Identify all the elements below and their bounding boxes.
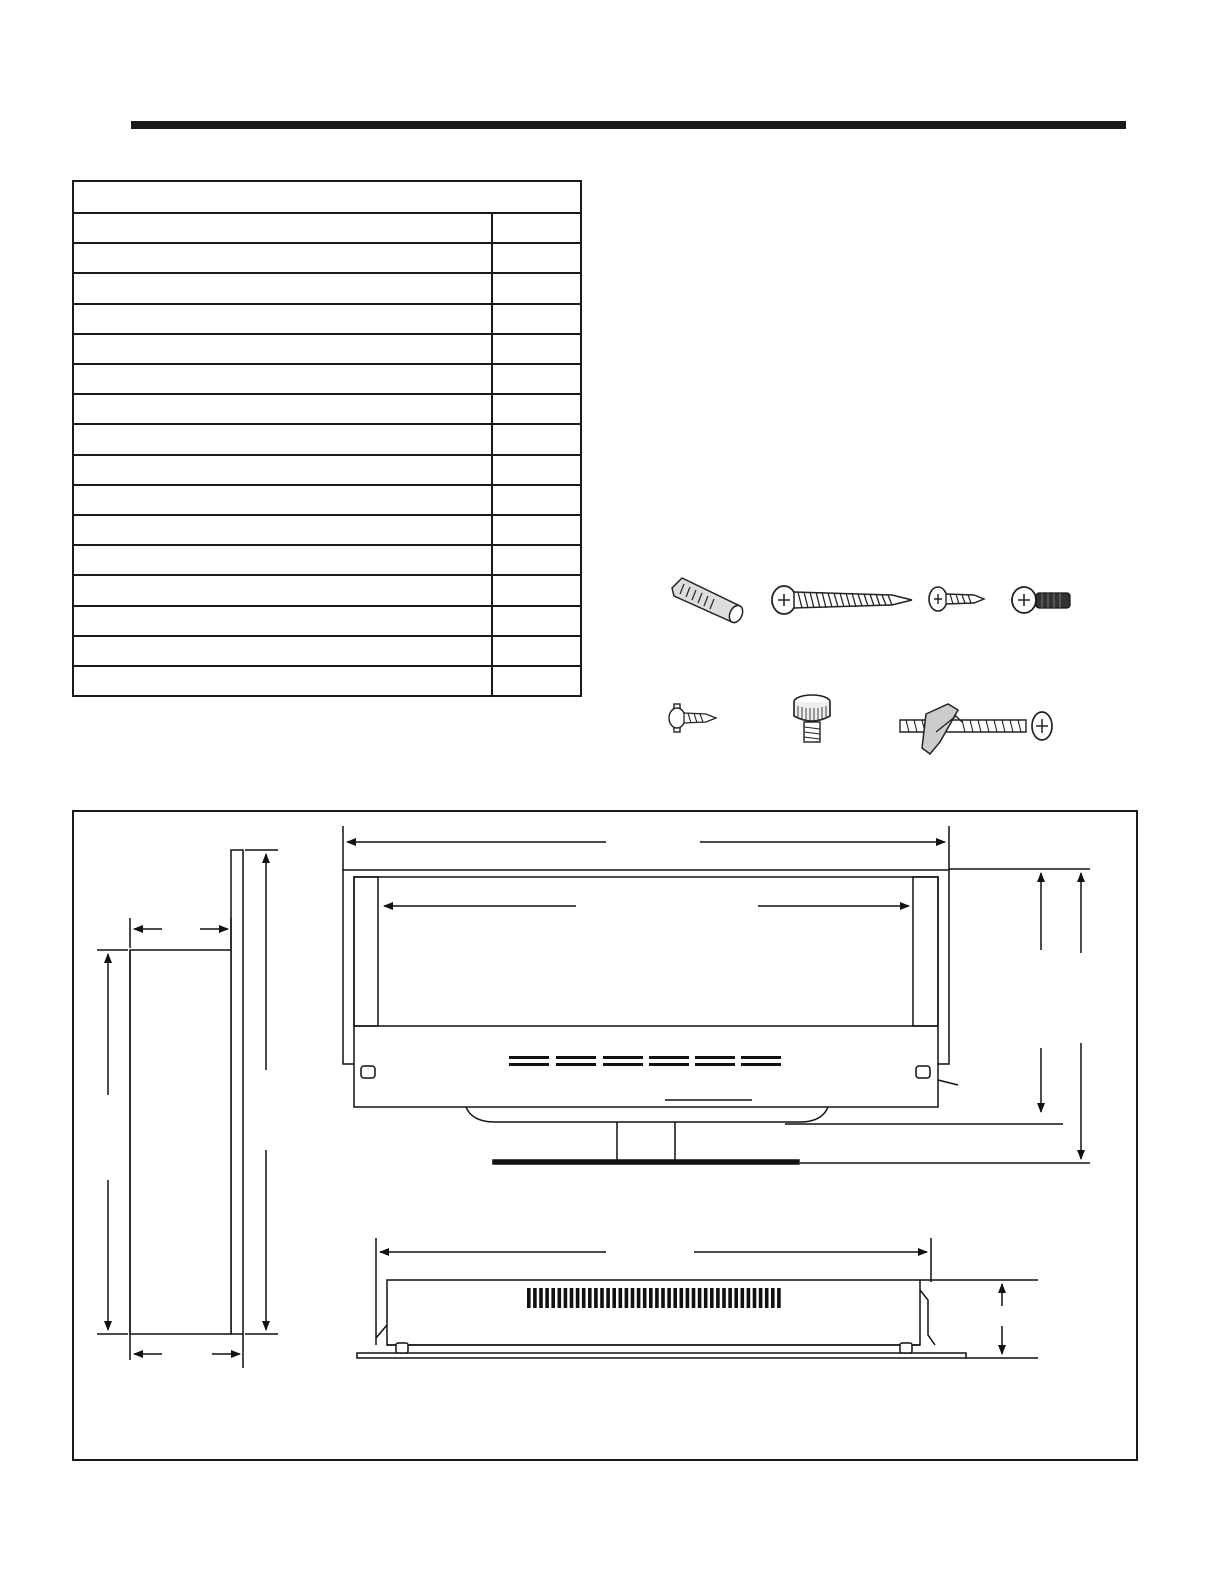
qty-column-divider	[491, 456, 493, 484]
qty-column-divider	[491, 214, 493, 242]
qty-column-divider	[491, 365, 493, 393]
parts-table-row	[74, 244, 580, 274]
parts-table-row	[74, 335, 580, 365]
wall-anchor-icon	[672, 578, 745, 625]
parts-table-row	[74, 516, 580, 546]
qty-column-divider	[491, 486, 493, 514]
parts-table-row	[74, 274, 580, 304]
thumb-screw-icon	[794, 695, 830, 742]
qty-column-divider	[491, 244, 493, 272]
dimension-drawings-frame	[72, 810, 1138, 1461]
qty-column-divider	[491, 576, 493, 604]
long-wood-screw-icon	[772, 586, 912, 614]
qty-column-divider	[491, 425, 493, 453]
header-rule	[131, 121, 1126, 129]
parts-table	[72, 180, 582, 697]
qty-column-divider	[491, 667, 493, 697]
qty-column-divider	[491, 274, 493, 302]
qty-column-divider	[491, 516, 493, 544]
parts-table-row	[74, 546, 580, 576]
parts-table-row	[74, 486, 580, 516]
small-washer-screw-icon	[669, 704, 716, 732]
parts-table-heading	[74, 182, 580, 214]
parts-table-row	[74, 214, 580, 244]
qty-column-divider	[491, 607, 493, 635]
toggle-bolt-icon	[900, 704, 1052, 754]
qty-column-divider	[491, 546, 493, 574]
parts-table-row	[74, 365, 580, 395]
parts-table-row	[74, 395, 580, 425]
parts-table-row	[74, 456, 580, 486]
machine-screw-icon	[1012, 587, 1070, 613]
parts-table-row	[74, 667, 580, 697]
short-tapping-screw-icon	[929, 587, 984, 611]
qty-column-divider	[491, 637, 493, 665]
qty-column-divider	[491, 335, 493, 363]
qty-column-divider	[491, 395, 493, 423]
parts-table-row	[74, 305, 580, 335]
parts-table-row	[74, 637, 580, 667]
qty-column-divider	[491, 305, 493, 333]
parts-table-row	[74, 607, 580, 637]
parts-table-row	[74, 576, 580, 606]
parts-table-row	[74, 425, 580, 455]
